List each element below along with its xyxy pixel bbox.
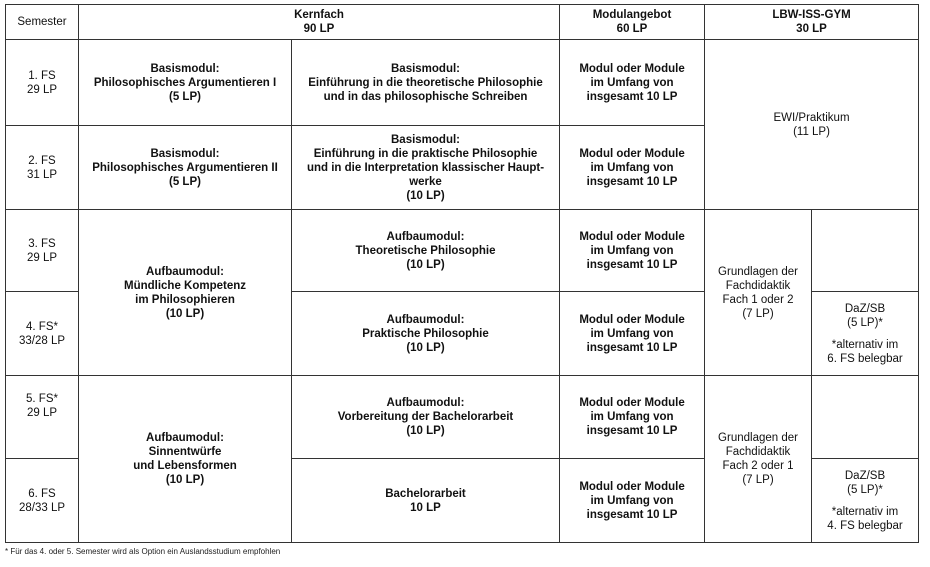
fachdidaktik-text: Grundlagen der	[718, 432, 798, 444]
header-modulangebot	[560, 5, 705, 40]
module-title: Mündliche Kompetenz	[123, 279, 247, 292]
module-title: und Lebensformen	[133, 460, 237, 472]
daz-note: 6. FS belegbar	[827, 352, 903, 365]
semester-label: 2. FS	[28, 154, 56, 167]
basismodul-argumentieren-1	[79, 40, 292, 126]
empty-cell	[812, 210, 919, 292]
modulangebot-cell	[560, 210, 705, 292]
aufbaumodul-theoretische-philosophie	[292, 210, 560, 292]
semester-cell	[6, 376, 79, 459]
module-title: und in die Interpretation klassischer Haupt-	[306, 161, 545, 174]
daz-sb-cell	[812, 292, 919, 376]
module-type: Aufbaumodul:	[386, 313, 465, 326]
semester-cell	[6, 292, 79, 376]
ewi-praktikum-cell	[705, 40, 919, 210]
header-semester: Semester	[6, 5, 79, 40]
module-title: Theoretische Philosophie	[355, 244, 496, 257]
semester-cell	[6, 40, 79, 126]
modul-text: Modul oder Module	[579, 230, 685, 243]
daz-note: 4. FS belegbar	[827, 519, 903, 532]
daz-lp: (5 LP)*	[847, 483, 883, 496]
footnote: * Für das 4. oder 5. Semester wird als Option ein Auslandsstudium empfohlen	[5, 547, 281, 556]
modul-text: insgesamt 10 LP	[586, 90, 678, 103]
study-plan-table	[5, 4, 919, 543]
module-title: Einführung in die theoretische Philosophie	[308, 76, 543, 89]
semester-lp: 29 LP	[26, 407, 58, 419]
modul-text: insgesamt 10 LP	[586, 508, 678, 521]
module-title: Einführung in die praktische Philosophie	[313, 147, 538, 160]
daz-note: *alternativ im	[831, 338, 899, 351]
basismodul-praktische-philosophie	[292, 126, 560, 210]
modulangebot-cell	[560, 40, 705, 126]
module-title: werke	[409, 175, 442, 188]
module-title: Philosophisches Argumentieren II	[92, 161, 278, 174]
semester-label: 4. FS*	[26, 320, 58, 333]
module-type: Aufbaumodul:	[386, 230, 465, 243]
modul-text: im Umfang von	[590, 327, 674, 340]
module-type: Basismodul:	[391, 62, 461, 75]
daz-title: DaZ/SB	[844, 302, 886, 315]
fachdidaktik-lp: (7 LP)	[742, 307, 774, 320]
semester-label: 3. FS	[28, 237, 56, 250]
modul-text: insgesamt 10 LP	[586, 341, 678, 354]
modul-text: Modul oder Module	[579, 62, 685, 75]
fachdidaktik-lp: (7 LP)	[742, 474, 774, 486]
fachdidaktik-text: Fachdidaktik	[725, 279, 791, 292]
ewi-lp: (11 LP)	[793, 125, 830, 138]
empty-cell	[812, 376, 919, 459]
module-title: und in das philosophische Schreiben	[323, 90, 528, 103]
aufbaumodul-sinnentwuerfe	[79, 376, 292, 543]
daz-note: *alternativ im	[831, 505, 899, 518]
fachdidaktik-text: Fach 1 oder 2	[722, 293, 794, 306]
aufbaumodul-bachelorarbeit-vorbereitung	[292, 376, 560, 459]
module-lp: (10 LP)	[406, 341, 445, 354]
semester-lp: 29 LP	[26, 251, 58, 264]
module-type: Basismodul:	[150, 147, 220, 160]
modul-text: insgesamt 10 LP	[586, 425, 678, 437]
aufbaumodul-praktische-philosophie	[292, 292, 560, 376]
modul-text: im Umfang von	[590, 411, 674, 423]
basismodul-argumentieren-2	[79, 126, 292, 210]
kernfach-title: Kernfach	[294, 9, 344, 21]
aufbaumodul-muendliche-kompetenz	[79, 210, 292, 376]
semester-cell	[6, 459, 79, 543]
module-title: Bachelorarbeit	[385, 487, 466, 500]
module-lp: (10 LP)	[406, 258, 445, 271]
semester-label: 5. FS*	[26, 393, 58, 405]
modulangebot-cell	[560, 292, 705, 376]
module-lp: (10 LP)	[165, 474, 205, 486]
modul-text: insgesamt 10 LP	[586, 175, 678, 188]
lbw-lp: 30 LP	[796, 23, 827, 35]
fachdidaktik-fach-2-cell	[705, 376, 812, 543]
modul-text: Modul oder Module	[579, 480, 685, 493]
basismodul-theoretische-philosophie	[292, 40, 560, 126]
lbw-title: LBW-ISS-GYM	[772, 9, 851, 21]
module-type: Basismodul:	[391, 133, 461, 146]
bachelorarbeit-cell	[292, 459, 560, 543]
semester-lp: 33/28 LP	[18, 334, 66, 347]
modulangebot-cell	[560, 459, 705, 543]
semester-cell	[6, 126, 79, 210]
semester-lp: 28/33 LP	[18, 501, 66, 514]
daz-sb-cell	[812, 459, 919, 543]
modul-text: Modul oder Module	[579, 397, 685, 409]
fachdidaktik-text: Grundlagen der	[718, 265, 798, 278]
modul-text: im Umfang von	[590, 161, 674, 174]
modul-text: im Umfang von	[590, 76, 674, 89]
semester-label: 1. FS	[28, 69, 56, 82]
modul-text: im Umfang von	[590, 494, 674, 507]
module-lp: 10 LP	[410, 501, 441, 514]
semester-label: 6. FS	[28, 487, 56, 500]
module-title: im Philosophieren	[135, 293, 235, 306]
semester-lp: 29 LP	[26, 83, 58, 96]
module-type: Aufbaumodul:	[146, 265, 224, 278]
fachdidaktik-text: Fach 2 oder 1	[722, 460, 794, 472]
module-lp: (10 LP)	[406, 425, 445, 437]
module-lp: (10 LP)	[165, 307, 205, 320]
module-lp: (10 LP)	[406, 189, 445, 202]
modul-text: Modul oder Module	[579, 147, 685, 160]
kernfach-lp: 90 LP	[303, 23, 335, 35]
header-kernfach	[79, 5, 560, 40]
module-type: Aufbaumodul:	[146, 432, 224, 444]
daz-lp: (5 LP)*	[847, 316, 883, 329]
module-title: Philosophisches Argumentieren I	[93, 76, 277, 89]
module-lp: (5 LP)	[169, 90, 201, 103]
modul-text: im Umfang von	[590, 244, 674, 257]
modul-text: Modul oder Module	[579, 313, 685, 326]
module-title: Praktische Philosophie	[362, 327, 489, 340]
module-title: Vorbereitung der Bachelorarbeit	[337, 411, 514, 423]
modulangebot-cell	[560, 376, 705, 459]
semester-lp: 31 LP	[26, 168, 58, 181]
module-lp: (5 LP)	[169, 175, 201, 188]
module-title: Sinnentwürfe	[148, 446, 222, 458]
header-lbw	[705, 5, 919, 40]
module-type: Aufbaumodul:	[386, 397, 465, 409]
modulangebot-lp: 60 LP	[616, 23, 648, 35]
ewi-title: EWI/Praktikum	[773, 111, 850, 124]
modul-text: insgesamt 10 LP	[586, 258, 678, 271]
modulangebot-title: Modulangebot	[592, 9, 672, 21]
fachdidaktik-fach-1-cell	[705, 210, 812, 376]
modulangebot-cell	[560, 126, 705, 210]
fachdidaktik-text: Fachdidaktik	[725, 446, 791, 458]
module-type: Basismodul:	[150, 62, 220, 75]
semester-cell	[6, 210, 79, 292]
daz-title: DaZ/SB	[844, 469, 886, 482]
